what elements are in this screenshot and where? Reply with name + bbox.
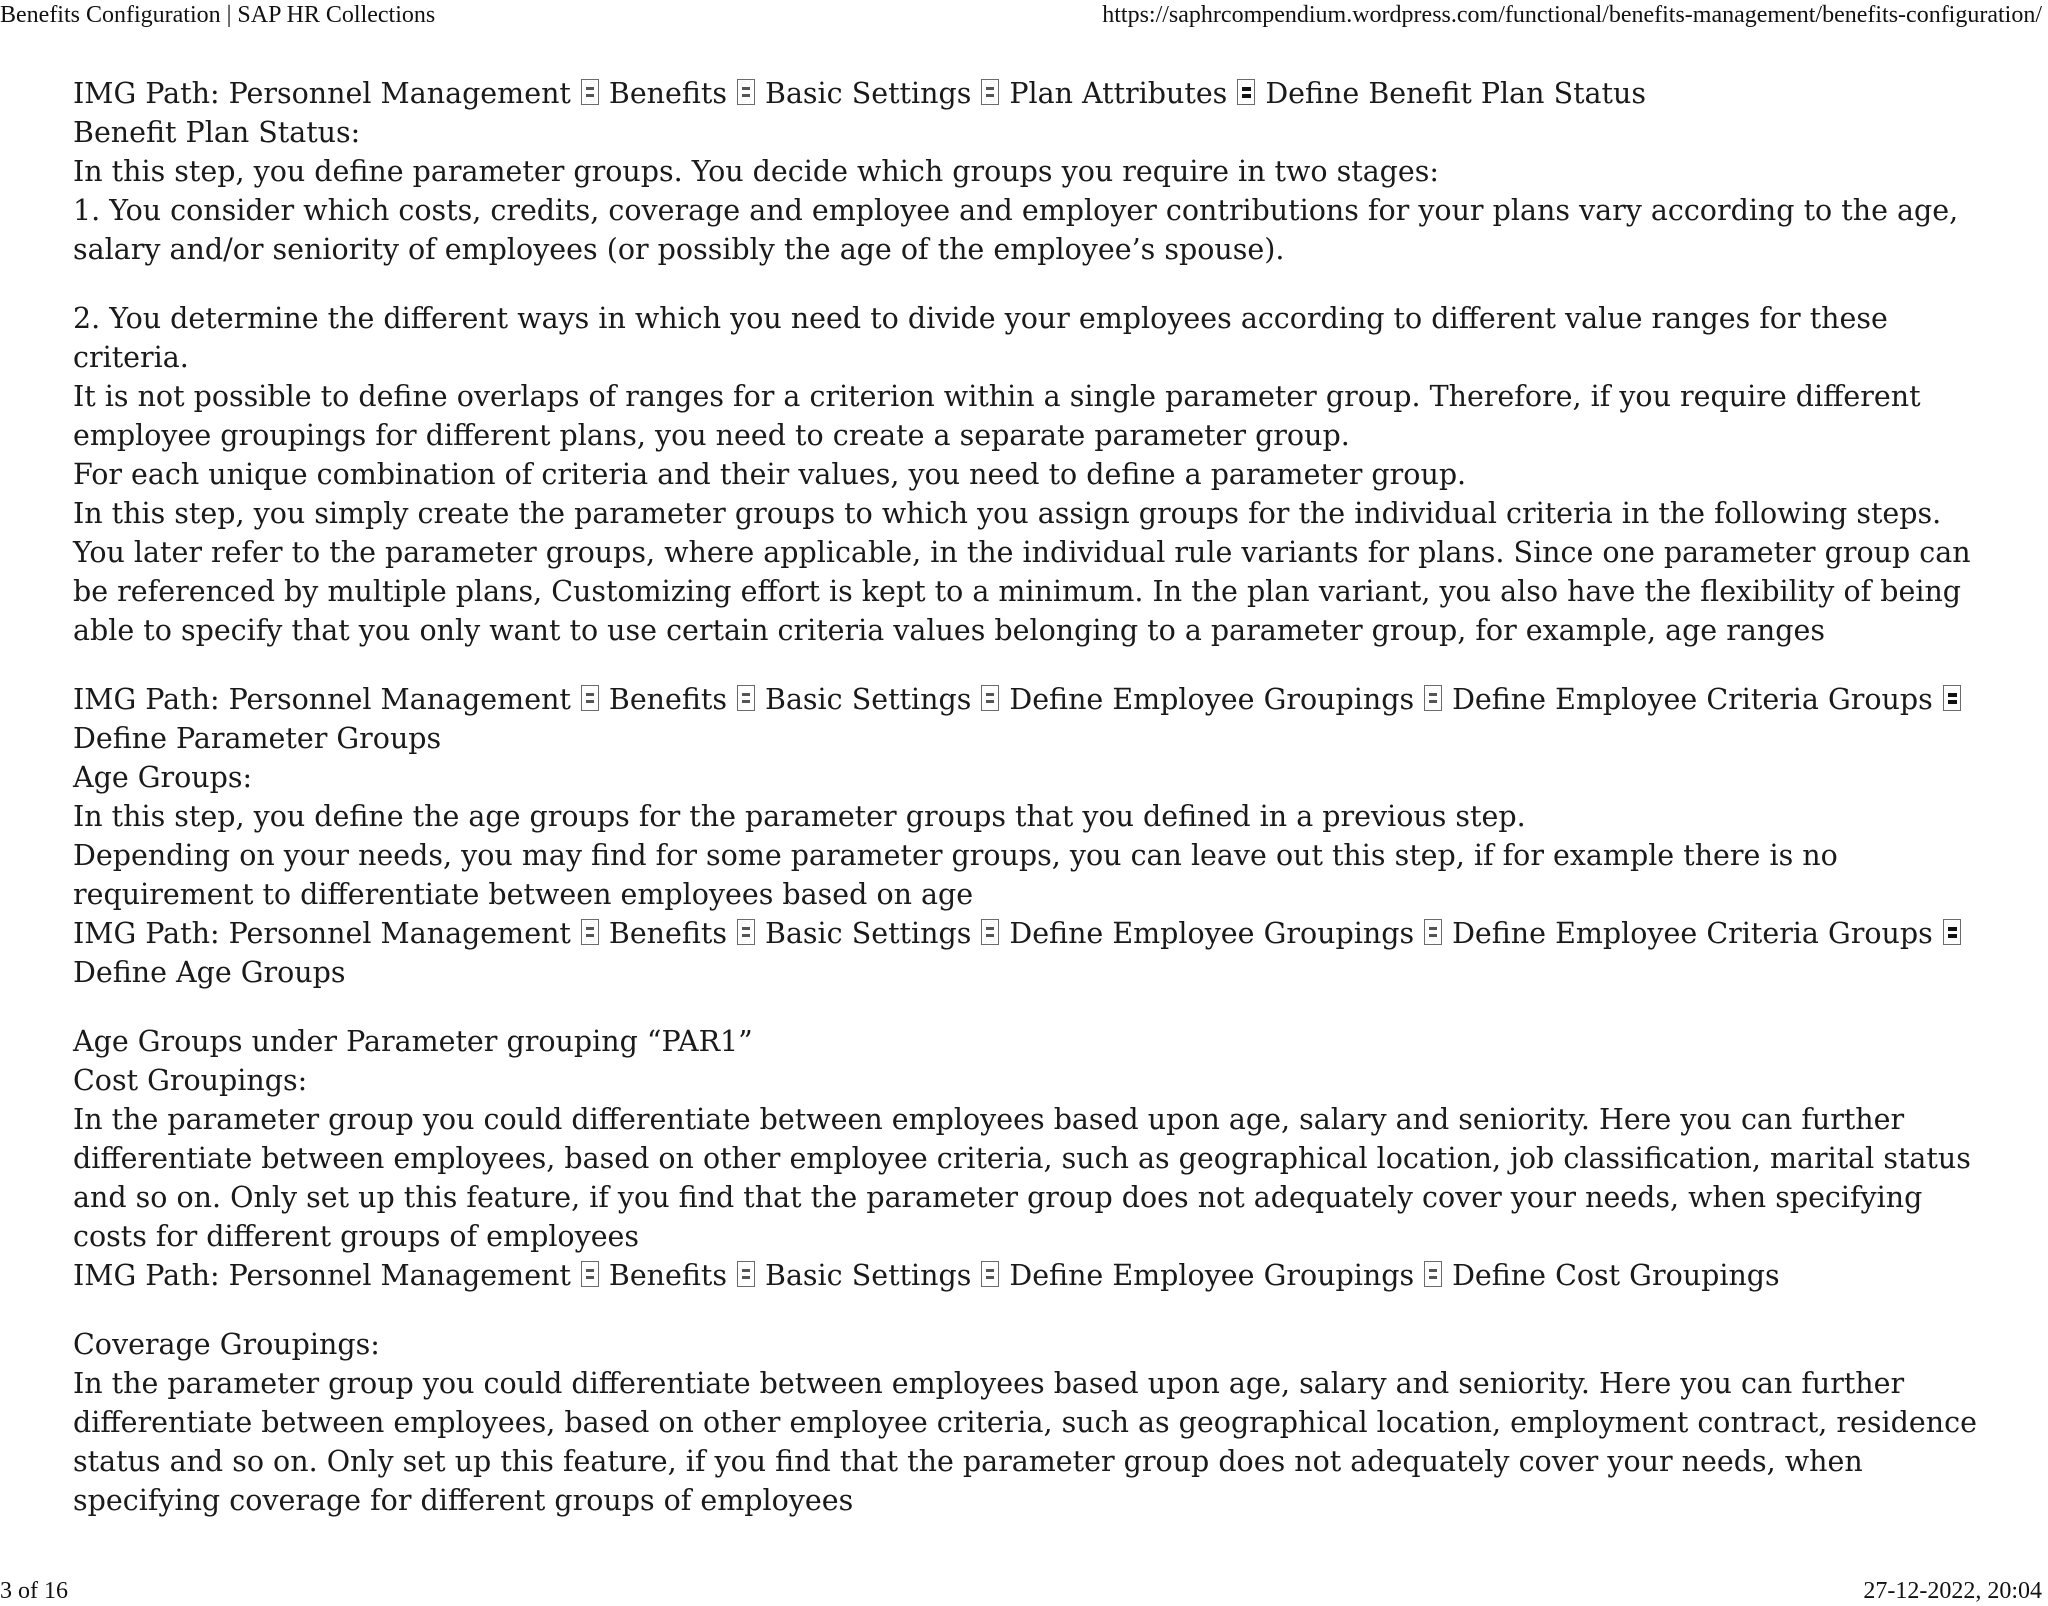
- paragraph: It is not possible to define overlaps of ranges for a criterion within a single parameter group. Therefore, if you require different employee groupings for different plans, you need to create a separate parameter group.: [73, 380, 1921, 452]
- img-path-prefix: IMG Path: Personnel Management: [73, 917, 571, 950]
- broken-image-icon: [1943, 685, 1961, 711]
- img-path-segment: Define Cost Groupings: [1452, 1259, 1780, 1292]
- img-path-segment: Define Benefit Plan Status: [1265, 77, 1646, 110]
- section-heading: Coverage Groupings:: [73, 1328, 380, 1361]
- img-path-prefix: IMG Path: Personnel Management: [73, 1259, 571, 1292]
- img-path-segment: Define Employee Groupings: [1009, 917, 1415, 950]
- paragraph: In the parameter group you could differentiate between employees based upon age, salary and seniority. Here you can further differentiate between employees, based on other employee criteria, such as geographical location, employment contract, residence status and so on. Only set up this feature, if you find that the parameter group does not adequately cover your needs, when specifying coverage for different groups of employees: [73, 1367, 1977, 1517]
- broken-image-icon: [1424, 685, 1442, 711]
- paragraph: In the parameter group you could differentiate between employees based upon age, salary and seniority. Here you can further differentiate between employees, based on other employee criteria, such as geographical location, job classification, marital status and so on. Only set up this feature, if you find that the parameter group does not adequately cover your needs, when specifying costs for different groups of employees: [73, 1103, 1971, 1253]
- broken-image-icon: [981, 685, 999, 711]
- img-path-segment: Define Age Groups: [73, 956, 346, 989]
- img-path-segment: Basic Settings: [765, 77, 972, 110]
- broken-image-icon: [737, 1261, 755, 1287]
- print-datetime: 27-12-2022, 20:04: [1863, 1578, 2042, 1604]
- img-path-segment: Benefits: [608, 683, 727, 716]
- paragraph: In this step, you define parameter groups. You decide which groups you require in two stages:: [73, 155, 1440, 188]
- broken-image-icon: [737, 79, 755, 105]
- broken-image-icon: [1424, 919, 1442, 945]
- broken-image-icon: [581, 79, 599, 105]
- broken-image-icon: [737, 919, 755, 945]
- img-path-segment: Basic Settings: [765, 917, 972, 950]
- img-path-segment: Basic Settings: [765, 1259, 972, 1292]
- article-body: [73, 74, 1993, 1520]
- img-path-segment: Benefits: [608, 77, 727, 110]
- img-path-prefix: IMG Path: Personnel Management: [73, 77, 571, 110]
- paragraph: In this step, you define the age groups for the parameter groups that you defined in a previous step.: [73, 800, 1526, 833]
- img-path-segment: Define Employee Criteria Groups: [1452, 917, 1933, 950]
- img-path-cost-groupings: [73, 1256, 1993, 1295]
- paragraph: Depending on your needs, you may find for some parameter groups, you can leave out this step, if for example there is no requirement to differentiate between employees based on age: [73, 839, 1838, 911]
- broken-image-icon: [981, 79, 999, 105]
- paragraph: 2. You determine the different ways in which you need to divide your employees according to different value ranges for these criteria.: [73, 302, 1888, 374]
- img-path-segment: Benefits: [608, 1259, 727, 1292]
- paragraph: 1. You consider which costs, credits, coverage and employee and employer contributions for your plans vary according to the age, salary and/or seniority of employees (or possibly the age of the employee’s spouse).: [73, 194, 1959, 266]
- broken-image-icon: [1943, 919, 1961, 945]
- page-url: https://saphrcompendium.wordpress.com/functional/benefits-management/benefits-configuration/: [1102, 2, 2042, 28]
- img-path-segment: Define Employee Groupings: [1009, 1259, 1415, 1292]
- img-path-segment: Define Employee Groupings: [1009, 683, 1415, 716]
- section-heading: Benefit Plan Status:: [73, 116, 361, 149]
- paragraph: In this step, you simply create the parameter groups to which you assign groups for the individual criteria in the following steps. You later refer to the parameter groups, where applicable, in the individual rule variants for plans. Since one parameter group can be referenced by multiple plans, Customizing effort is kept to a minimum. In the plan variant, you also have the flexibility of being able to specify that you only want to use certain criteria values belonging to a parameter group, for example, age ranges: [73, 497, 1971, 647]
- section-heading: Age Groups:: [73, 761, 253, 794]
- broken-image-icon: [737, 685, 755, 711]
- broken-image-icon: [581, 919, 599, 945]
- broken-image-icon: [981, 1261, 999, 1287]
- img-path-segment: Benefits: [608, 917, 727, 950]
- img-path-benefit-plan-status: [73, 74, 1993, 113]
- image-caption: Age Groups under Parameter grouping “PAR1”: [73, 1025, 753, 1058]
- section-heading: Cost Groupings:: [73, 1064, 308, 1097]
- page-number: 3 of 16: [0, 1578, 68, 1604]
- img-path-segment: Basic Settings: [765, 683, 972, 716]
- img-path-segment: Define Employee Criteria Groups: [1452, 683, 1933, 716]
- img-path-segment: Define Parameter Groups: [73, 722, 442, 755]
- img-path-prefix: IMG Path: Personnel Management: [73, 683, 571, 716]
- paragraph: For each unique combination of criteria and their values, you need to define a parameter group.: [73, 458, 1467, 491]
- broken-image-icon: [1424, 1261, 1442, 1287]
- broken-image-icon: [1237, 79, 1255, 105]
- broken-image-icon: [581, 685, 599, 711]
- page-title: Benefits Configuration | SAP HR Collections: [0, 2, 436, 28]
- broken-image-icon: [581, 1261, 599, 1287]
- img-path-age-groups: [73, 914, 1993, 992]
- img-path-parameter-groups: [73, 680, 1993, 758]
- broken-image-icon: [981, 919, 999, 945]
- img-path-segment: Plan Attributes: [1009, 77, 1228, 110]
